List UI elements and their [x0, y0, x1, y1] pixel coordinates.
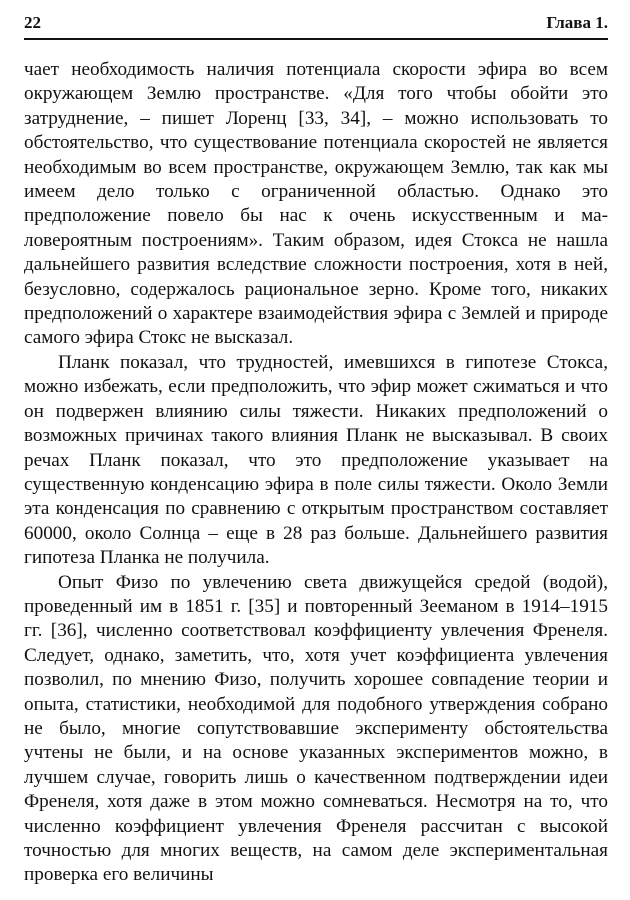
page-number: 22 [24, 13, 41, 32]
running-head [24, 10, 608, 36]
body-text [24, 58, 608, 888]
book-page [24, 10, 608, 890]
paragraph: чает необходимость наличия потенциала скорости эфира во всем окружающем Землю пространстве. «Для того чтобы обойти это затруднение, – пишет Лоренц [33, 34], – можно использовать то обстоятельство, что существование потенциала скоростей не является необходимым во всем пространстве, окружающем Землю, так как мы имеем дело только с ограниченной областью. Однако это предположение повело бы нас к очень искусственным и маловероятным построениям». Таким образом, идея Стокса не нашла дальнейшего развития вследствие сложности построения, хотя в ней, безусловно, содержалось рациональное зерно. Кроме того, никаких предположений о характере взаимодействия эфира с Землей и природе самого эфира Стокс не высказал. [24, 59, 608, 349]
header-rule [24, 38, 608, 40]
chapter-label: Глава 1. [546, 13, 608, 32]
paragraph: Опыт Физо по увлечению света движущейся средой (водой), проведенный им в 1851 г. [35] и повторенный Зееманом в 1914–1915 гг. [36], численно соответствовал коэффициенту увлечения Френеля. Следует, однако, заметить, что, хотя учет коэффициента увлечения позволил, по мнению Физо, получить хорошее совпадение теории и опыта, статистики, необходимой для подобного утверждения собрано не было, многие сопутствовавшие эксперименту обстоятельства учтены не были, и на основе указанных экспериментов можно, в лучшем случае, говорить лишь о качественном подтверждении идеи Френеля, хотя даже в этом можно сомневаться. Несмотря на то, что численно коэффициент увлечения Френеля рассчитан с высокой точностью для многих веществ, на самом деле экспериментальная проверка его величины [24, 571, 608, 886]
paragraph: Планк показал, что трудностей, имевшихся в гипотезе Стокса, можно избежать, если предположить, что эфир может сжиматься и что он подвержен влиянию силы тяжести. Никаких предположений о возможных причинах такого влияния Планк не высказывал. В своих речах Планк показал, что это предположение указывает на существенную конденсацию эфира в поле силы тяжести. Около Земли эта конденсация по сравнению с открытым пространством составляет 60000, около Солнца – еще в 28 раз больше. Дальнейшего развития гипотеза Планка не получила. [24, 351, 608, 569]
